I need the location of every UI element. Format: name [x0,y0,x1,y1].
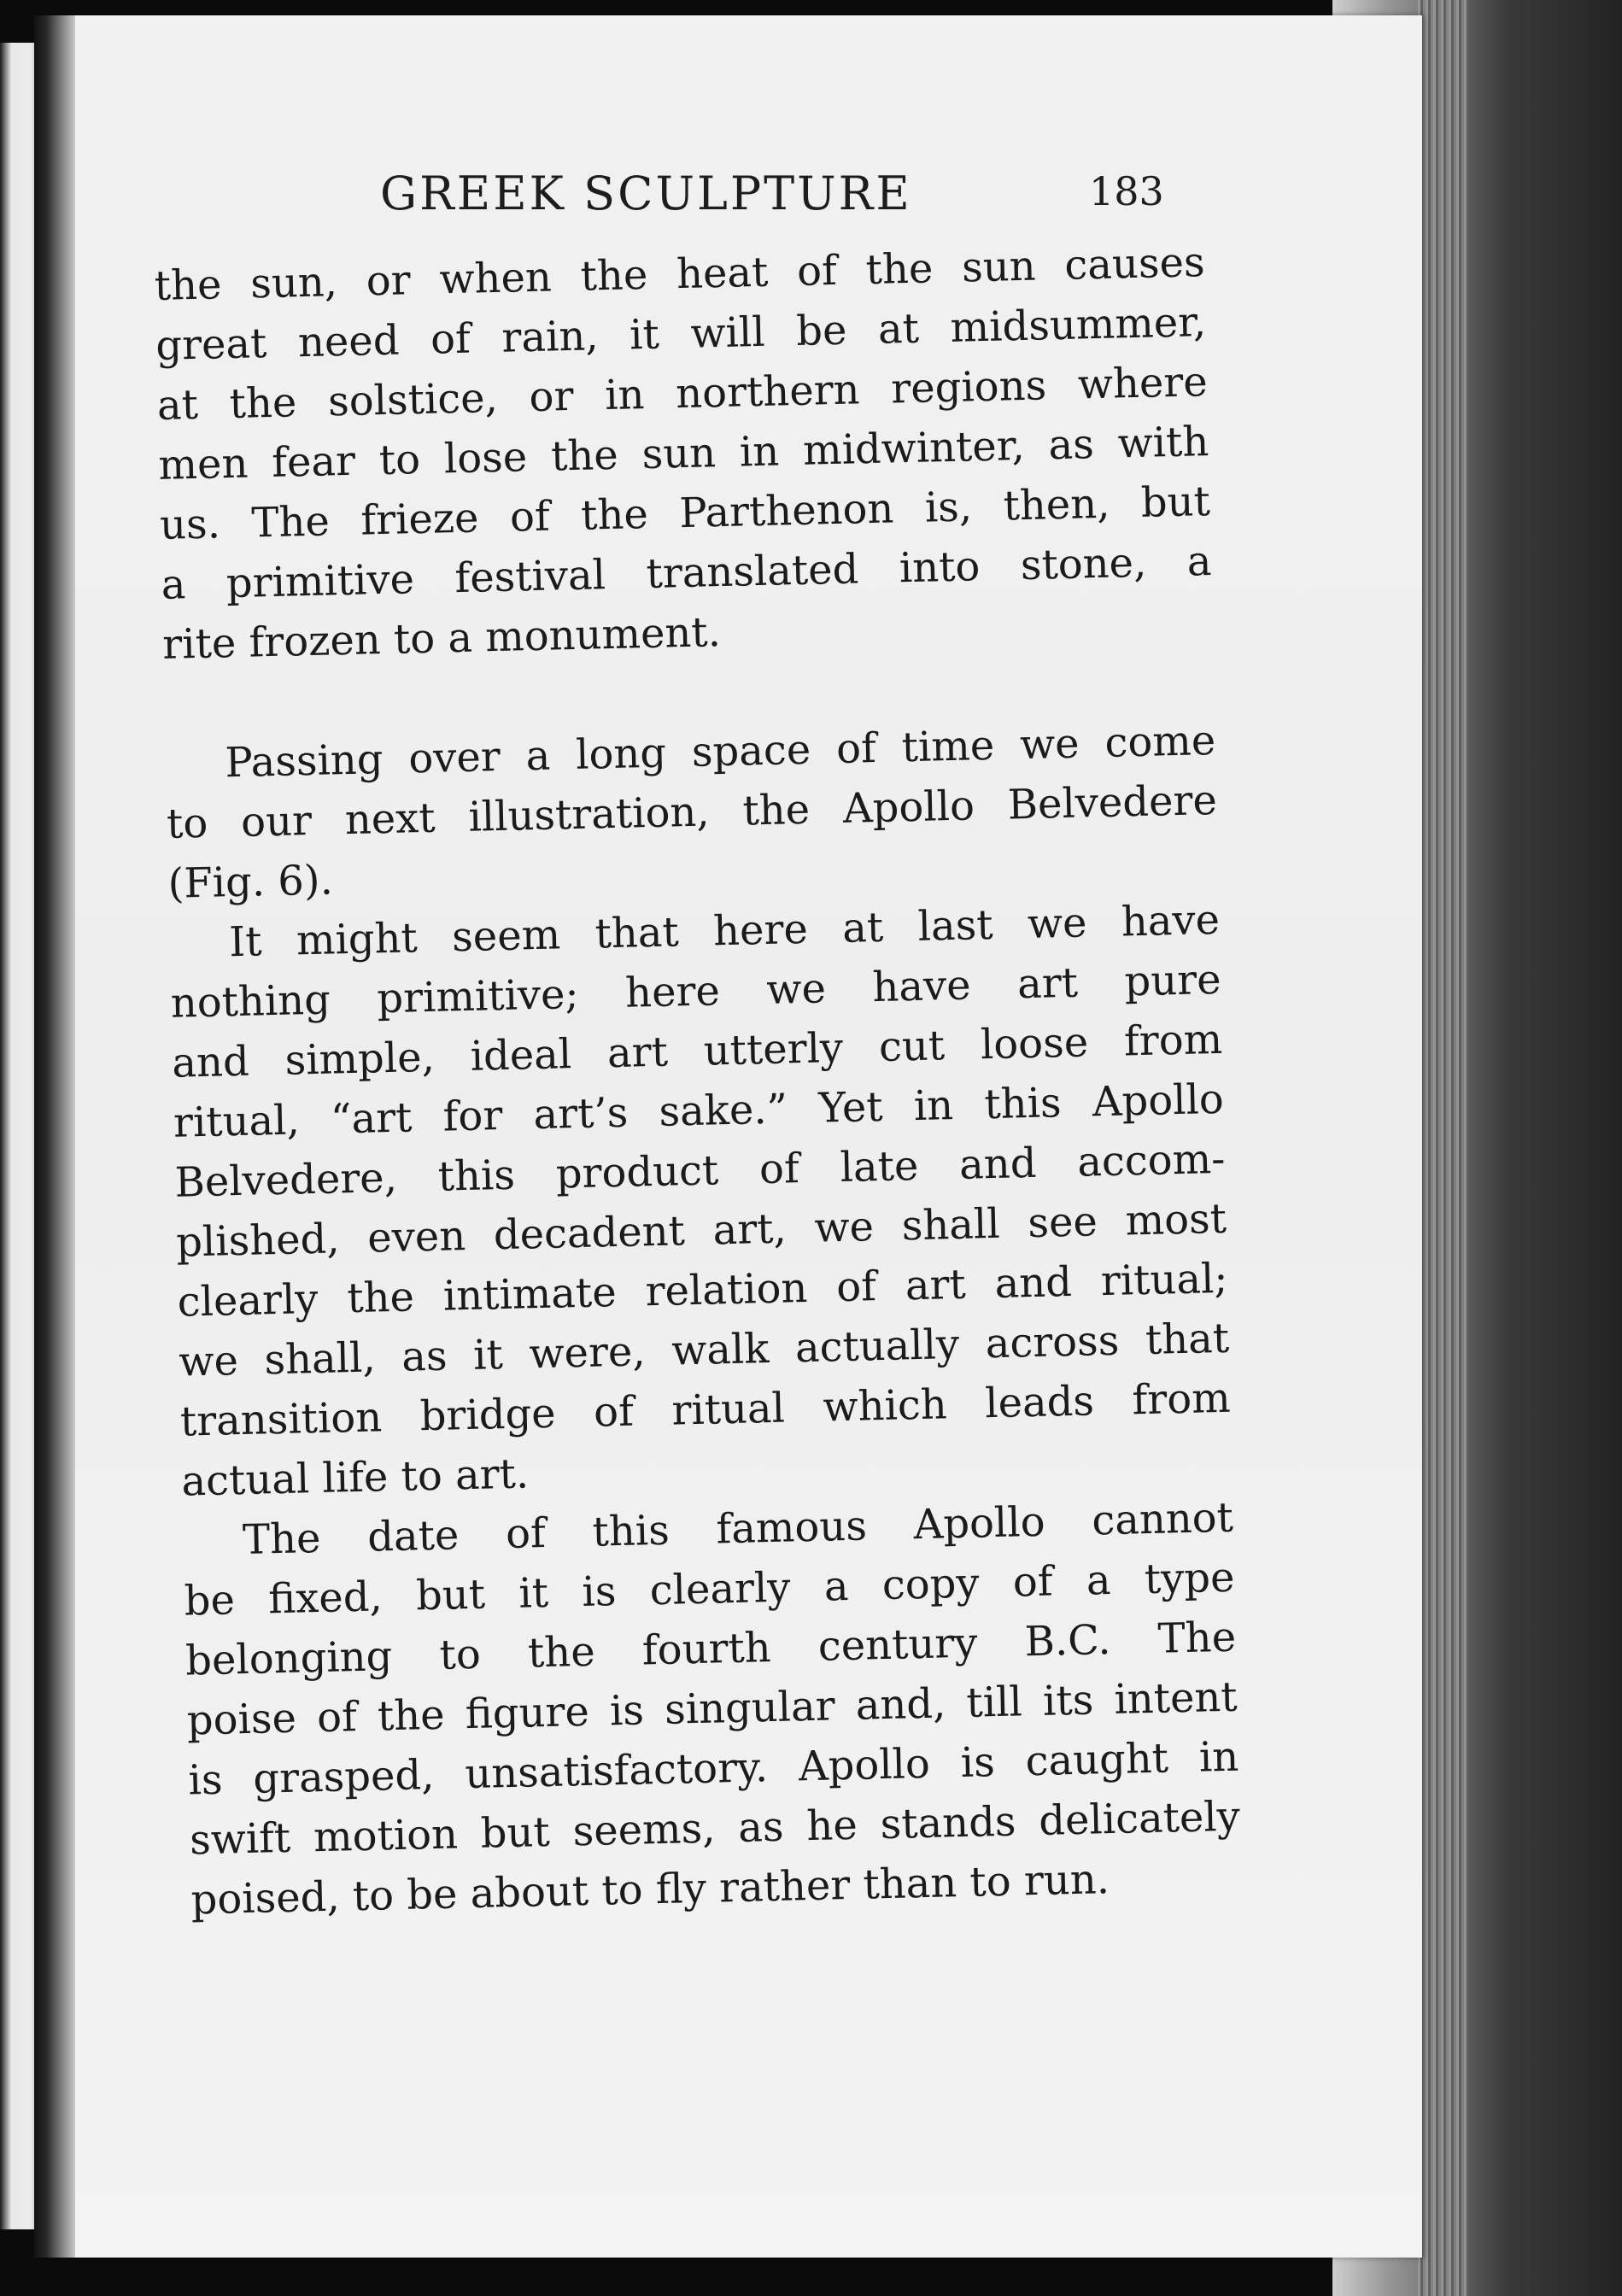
text-line: transition bridge of ritual which leads from [179,1374,1232,1446]
text-line: to our next illustration, the Apollo Belvedere [166,776,1218,848]
paragraph-2 [165,711,1219,914]
text-line: a primitive festival translated into stone, a [161,537,1213,609]
text-line: clearly the intimate relation of art and ritual; [177,1254,1229,1327]
page-number: 183 [1089,168,1164,214]
page-header [162,167,1187,226]
text-line: be fixed, but it is clearly a copy of a type [184,1553,1236,1625]
text-line: actual life to art. [180,1450,530,1506]
binding-gutter [34,15,75,2258]
text-line: at the solstice, or in northern regions where [156,358,1209,430]
text-line: us. The frieze of the Parthenon is, then, but [159,477,1211,549]
page-stack-edge [1418,0,1469,2296]
text-line: plished, even decadent art, we shall see most [175,1194,1227,1267]
text-line: swift motion but seems, as he stands delicately [189,1792,1241,1865]
text-line: It might seem that here at last we have [228,895,1221,967]
text-line: ritual, “art for art’s sake.” Yet in this Apollo [173,1075,1225,1147]
text-line: nothing primitive; here we have art pure [170,955,1222,1028]
text-line: great need of rain, it will be at midsummer, [155,298,1207,370]
text-line: the sun, or when the heat of the sun causes [154,238,1206,310]
paragraph-3 [168,890,1233,1512]
body-text [154,232,1242,1930]
text-line: poised, to be about to fly rather than to run. [190,1855,1110,1924]
text-line: is grasped, unsatisfactory. Apollo is caught in [187,1732,1239,1805]
text-line: The date of this famous Apollo cannot [242,1493,1234,1565]
text-line: we shall, as it were, walk actually across that [178,1314,1230,1386]
paragraph-1 [154,232,1214,675]
text-line: belonging to the fourth century B.C. The [184,1613,1237,1685]
text-line: poise of the figure is singular and, till its intent [186,1672,1238,1745]
text-line: (Fig. 6). [167,856,334,908]
text-line: and simple, ideal art utterly cut loose from [171,1015,1223,1087]
text-line: Passing over a long space of time we come [224,716,1216,788]
running-title: GREEK SCULPTURE [380,167,912,220]
text-line: Belvedere, this product of late and accom- [173,1134,1226,1207]
paragraph-4 [182,1488,1242,1930]
text-line: rite frozen to a monument. [161,608,722,669]
text-line: men fear to lose the sun in midwinter, as with [157,418,1209,489]
